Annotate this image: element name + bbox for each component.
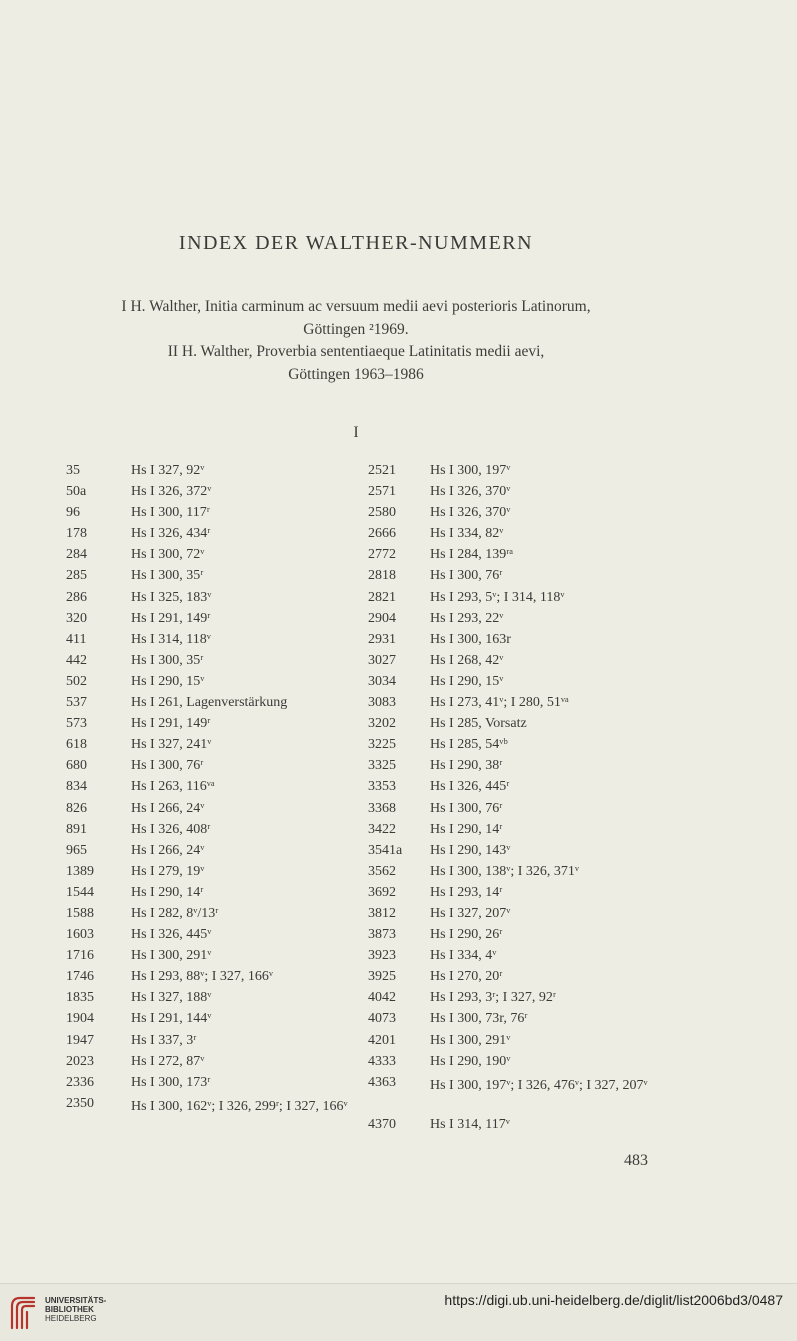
index-entry — [368, 484, 668, 505]
manuscript-reference: Hs I 300, 291ᵛ — [430, 1032, 511, 1048]
walther-number: 4073 — [368, 1011, 396, 1027]
index-entry — [368, 885, 668, 906]
manuscript-reference: Hs I 284, 139ʳᵃ — [430, 547, 514, 563]
index-entry — [368, 927, 668, 948]
walther-number: 411 — [66, 631, 87, 647]
walther-number: 3692 — [368, 884, 396, 900]
walther-number: 2666 — [368, 526, 396, 542]
index-entry — [368, 737, 668, 758]
manuscript-reference: Hs I 326, 408ʳ — [131, 821, 211, 837]
index-entry — [368, 1033, 668, 1054]
walther-number: 3562 — [368, 863, 396, 879]
library-name — [45, 1296, 106, 1323]
manuscript-reference: Hs I 290, 143ᵛ — [430, 842, 511, 858]
index-entry — [368, 632, 668, 653]
index-entry — [66, 653, 356, 674]
index-entry — [368, 758, 668, 779]
manuscript-reference: Hs I 327, 241ᵛ — [131, 737, 212, 753]
index-entry — [368, 568, 668, 589]
page-title: INDEX DER WALTHER-NUMMERN — [178, 232, 534, 254]
manuscript-reference: Hs I 300, 163r — [430, 631, 511, 647]
walther-number: 1947 — [66, 1032, 94, 1048]
index-entry — [368, 1054, 668, 1075]
reference-line: II H. Walther, Proverbia sententiaeque Latinitatis medii aevi, — [167, 343, 545, 360]
index-entry — [66, 674, 356, 695]
manuscript-reference: Hs I 291, 144ᵛ — [131, 1011, 212, 1027]
index-entry — [368, 1011, 668, 1032]
walther-number: 3083 — [368, 695, 396, 711]
page-number: 483 — [624, 1152, 648, 1169]
index-entry — [66, 716, 356, 737]
index-entry — [368, 843, 668, 864]
manuscript-reference: Hs I 293, 22ᵛ — [430, 610, 504, 626]
reference-line: Göttingen ²1969. — [303, 320, 409, 338]
walther-number: 285 — [66, 568, 87, 584]
walther-number: 35 — [66, 463, 80, 478]
index-entry — [66, 526, 356, 547]
footer-bar — [0, 1283, 797, 1341]
walther-number: 4363 — [368, 1074, 396, 1090]
walther-number: 3027 — [368, 652, 396, 668]
manuscript-reference: Hs I 282, 8ᵛ/13ʳ — [131, 905, 219, 921]
walther-number: 680 — [66, 758, 87, 774]
index-entry — [66, 906, 356, 927]
walther-number: 2904 — [368, 610, 396, 626]
manuscript-reference: Hs I 326, 370ᵛ — [430, 484, 511, 500]
manuscript-reference: Hs I 300, 197ᵛ; I 326, 476ᵛ; I 327, 207ᵛ — [430, 1077, 648, 1093]
index-entry — [368, 1117, 668, 1138]
walther-number: 4370 — [368, 1116, 396, 1132]
walther-number: 2931 — [368, 631, 396, 647]
manuscript-reference: Hs I 290, 38ʳ — [430, 758, 503, 774]
walther-number: 4201 — [368, 1032, 396, 1048]
index-entry — [66, 1054, 356, 1075]
index-entry — [66, 927, 356, 948]
index-entry — [66, 843, 356, 864]
walther-number: 1746 — [66, 969, 94, 985]
manuscript-reference: Hs I 314, 117ᵛ — [430, 1116, 510, 1132]
walther-number: 2571 — [368, 484, 396, 500]
walther-number: 2350 — [66, 1095, 94, 1111]
source-url-link[interactable]: https://digi.ub.uni-heidelberg.de/diglit/list2006bd3/0487 — [444, 1292, 783, 1308]
manuscript-reference: Hs I 300, 73r, 76ʳ — [430, 1011, 528, 1027]
walther-number: 537 — [66, 695, 87, 711]
manuscript-reference: Hs I 268, 42ᵛ — [430, 652, 504, 668]
manuscript-reference: Hs I 270, 20ʳ — [430, 969, 503, 985]
manuscript-reference: Hs I 326, 434ʳ — [131, 526, 211, 542]
manuscript-reference: Hs I 326, 370ᵛ — [430, 505, 511, 521]
manuscript-reference: Hs I 300, 72ᵛ — [131, 547, 205, 563]
manuscript-reference: Hs I 293, 14ʳ — [430, 884, 503, 900]
index-entry — [368, 463, 668, 484]
walther-number: 826 — [66, 800, 87, 816]
index-column-left — [66, 463, 356, 1138]
manuscript-reference: Hs I 300, 162ᵛ; I 326, 299ʳ; I 327, 166ᵛ — [131, 1098, 348, 1114]
manuscript-reference: Hs I 273, 41ᵛ; I 280, 51ᵛᵃ — [430, 695, 569, 711]
library-line: BIBLIOTHEK — [45, 1305, 94, 1314]
index-entry — [66, 1096, 356, 1138]
index-column-right — [368, 463, 668, 1138]
index-entry — [66, 611, 356, 632]
index-entry — [368, 611, 668, 632]
index-entry — [66, 484, 356, 505]
walther-number: 2521 — [368, 463, 396, 478]
index-entry — [66, 568, 356, 589]
section-heading: I — [353, 424, 359, 441]
index-entry — [368, 526, 668, 547]
manuscript-reference: Hs I 290, 15ᵛ — [131, 673, 205, 689]
manuscript-reference: Hs I 290, 15ᵛ — [430, 673, 504, 689]
manuscript-reference: Hs I 300, 76ʳ — [430, 568, 503, 584]
index-entry — [368, 695, 668, 716]
manuscript-reference: Hs I 300, 35ʳ — [131, 568, 204, 584]
index-entry — [66, 990, 356, 1011]
index-entry — [66, 758, 356, 779]
walther-number: 3422 — [368, 821, 396, 837]
manuscript-reference: Hs I 300, 197ᵛ — [430, 463, 511, 478]
manuscript-reference: Hs I 261, Lagenverstärkung — [131, 695, 288, 711]
index-entry — [66, 737, 356, 758]
walther-number: 2023 — [66, 1053, 94, 1069]
manuscript-reference: Hs I 327, 207ᵛ — [430, 905, 511, 921]
walther-number: 3225 — [368, 737, 396, 753]
walther-number: 3873 — [368, 927, 396, 943]
reference-line: I H. Walther, Initia carminum ac versuum medii aevi posterioris Latinorum, — [121, 298, 591, 315]
manuscript-reference: Hs I 266, 24ᵛ — [131, 842, 205, 858]
walther-number: 3812 — [368, 905, 396, 921]
index-entry — [368, 716, 668, 737]
index-entry — [66, 695, 356, 716]
walther-number: 1603 — [66, 927, 94, 943]
manuscript-reference: Hs I 290, 14ʳ — [430, 821, 503, 837]
walther-number: 1389 — [66, 863, 94, 879]
manuscript-reference: Hs I 334, 4ᵛ — [430, 948, 497, 964]
walther-number: 4042 — [368, 990, 396, 1006]
walther-number: 834 — [66, 779, 87, 795]
index-entry — [66, 1033, 356, 1054]
reference-line: Göttingen 1963–1986 — [288, 365, 424, 383]
index-entry — [368, 674, 668, 695]
walther-number: 1544 — [66, 884, 94, 900]
index-entry — [66, 969, 356, 990]
manuscript-reference: Hs I 337, 3ʳ — [131, 1032, 197, 1048]
index-entry — [66, 632, 356, 653]
walther-number: 1588 — [66, 905, 94, 921]
manuscript-reference: Hs I 279, 19ᵛ — [131, 863, 205, 879]
index-entry — [368, 801, 668, 822]
walther-number: 2772 — [368, 547, 396, 563]
library-line: UNIVERSITÄTS- — [45, 1296, 107, 1305]
manuscript-reference: Hs I 266, 24ᵛ — [131, 800, 205, 816]
manuscript-reference: Hs I 285, Vorsatz — [430, 716, 527, 732]
index-entry — [66, 864, 356, 885]
walther-number: 3541a — [368, 842, 403, 858]
manuscript-reference: Hs I 300, 76ʳ — [430, 800, 503, 816]
walther-number: 2818 — [368, 568, 396, 584]
walther-number: 178 — [66, 526, 87, 542]
index-entry — [368, 969, 668, 990]
walther-number: 891 — [66, 821, 87, 837]
walther-number: 320 — [66, 610, 87, 626]
manuscript-reference: Hs I 327, 92ᵛ — [131, 463, 205, 478]
manuscript-reference: Hs I 291, 149ʳ — [131, 716, 211, 732]
index-entry — [368, 653, 668, 674]
manuscript-reference: Hs I 293, 3ʳ; I 327, 92ʳ — [430, 990, 556, 1006]
walther-number: 3925 — [368, 969, 396, 985]
index-entry — [368, 779, 668, 800]
index-entry — [66, 547, 356, 568]
index-entry — [66, 822, 356, 843]
walther-number: 96 — [66, 505, 80, 521]
library-logo-icon — [8, 1292, 40, 1332]
walther-number: 2336 — [66, 1074, 94, 1090]
walther-number: 2821 — [368, 589, 396, 605]
index-entry — [66, 463, 356, 484]
walther-number: 4333 — [368, 1053, 396, 1069]
manuscript-reference: Hs I 293, 5ᵛ; I 314, 118ᵛ — [430, 589, 565, 605]
index-entry — [368, 505, 668, 526]
index-entry — [368, 906, 668, 927]
walther-number: 3923 — [368, 948, 396, 964]
walther-number: 3034 — [368, 673, 396, 689]
manuscript-reference: Hs I 290, 190ᵛ — [430, 1053, 511, 1069]
index-entry — [368, 990, 668, 1011]
manuscript-reference: Hs I 300, 173ʳ — [131, 1074, 211, 1090]
walther-number: 3353 — [368, 779, 396, 795]
index-entry — [66, 1075, 356, 1096]
manuscript-reference: Hs I 291, 149ʳ — [131, 610, 211, 626]
index-entry — [368, 590, 668, 611]
walther-number: 286 — [66, 589, 87, 605]
index-entry — [66, 801, 356, 822]
manuscript-reference: Hs I 326, 372ᵛ — [131, 484, 212, 500]
walther-number: 1716 — [66, 948, 94, 964]
walther-number: 1904 — [66, 1011, 94, 1027]
index-entry — [66, 1011, 356, 1032]
walther-number: 3368 — [368, 800, 396, 816]
index-entry — [66, 885, 356, 906]
walther-number: 284 — [66, 547, 87, 563]
manuscript-reference: Hs I 300, 291ᵛ — [131, 948, 212, 964]
manuscript-reference: Hs I 272, 87ᵛ — [131, 1053, 205, 1069]
walther-number: 573 — [66, 716, 87, 732]
walther-number: 965 — [66, 842, 87, 858]
manuscript-reference: Hs I 334, 82ᵛ — [430, 526, 504, 542]
manuscript-reference: Hs I 300, 76ʳ — [131, 758, 204, 774]
manuscript-reference: Hs I 263, 116ᵛᵃ — [131, 779, 215, 795]
index-entry — [66, 779, 356, 800]
index-entry — [368, 948, 668, 969]
manuscript-reference: Hs I 285, 54ᵛᵇ — [430, 737, 508, 753]
library-line: HEIDELBERG — [45, 1314, 97, 1323]
index-entry — [368, 864, 668, 885]
walther-number: 50a — [66, 484, 87, 500]
walther-number: 502 — [66, 673, 87, 689]
manuscript-reference: Hs I 327, 188ᵛ — [131, 990, 212, 1006]
manuscript-reference: Hs I 325, 183ᵛ — [131, 589, 212, 605]
index-entry — [66, 590, 356, 611]
manuscript-reference: Hs I 326, 445ᵛ — [131, 927, 212, 943]
walther-number: 442 — [66, 652, 87, 668]
index-entry — [66, 505, 356, 526]
manuscript-reference: Hs I 300, 35ʳ — [131, 652, 204, 668]
index-entry — [368, 822, 668, 843]
manuscript-reference: Hs I 290, 14ʳ — [131, 884, 204, 900]
walther-number: 3325 — [368, 758, 396, 774]
walther-number: 618 — [66, 737, 87, 753]
index-entry — [368, 547, 668, 568]
index-entry — [66, 948, 356, 969]
manuscript-reference: Hs I 290, 26ʳ — [430, 927, 503, 943]
walther-number: 3202 — [368, 716, 396, 732]
manuscript-reference: Hs I 326, 445ʳ — [430, 779, 510, 795]
manuscript-reference: Hs I 293, 88ᵛ; I 327, 166ᵛ — [131, 969, 274, 985]
manuscript-reference: Hs I 314, 118ᵛ — [131, 631, 211, 647]
walther-number: 1835 — [66, 990, 94, 1006]
manuscript-reference: Hs I 300, 117ʳ — [131, 505, 210, 521]
manuscript-reference: Hs I 300, 138ᵛ; I 326, 371ᵛ — [430, 863, 580, 879]
bibliography-references — [0, 296, 712, 386]
index-entry — [368, 1075, 668, 1117]
walther-number: 2580 — [368, 505, 396, 521]
